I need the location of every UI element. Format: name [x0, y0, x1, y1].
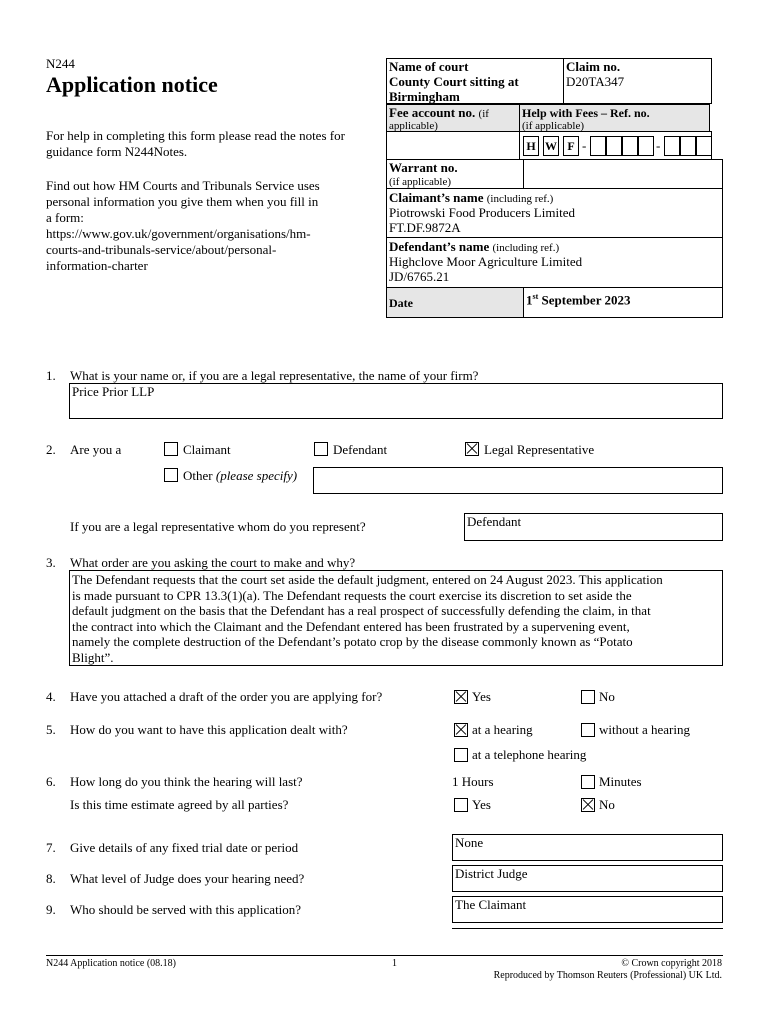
q9-number: 9.	[46, 902, 56, 917]
court-label: Name of court	[389, 59, 469, 74]
court-value[interactable]: County Court sitting at	[389, 74, 519, 89]
hours-value[interactable]: 1 Hours	[452, 774, 494, 789]
q6-number: 6.	[46, 774, 56, 789]
agreed-yes-label: Yes	[472, 797, 491, 812]
other-checkbox[interactable]	[164, 468, 178, 482]
defendant-checkbox[interactable]	[314, 442, 328, 456]
other-label: Other	[183, 468, 213, 483]
q8-answer-field[interactable]: District Judge	[452, 865, 723, 892]
claimant-name[interactable]: Piotrowski Food Producers Limited	[389, 205, 575, 220]
hwf-digit-input[interactable]	[664, 136, 680, 156]
other-option-label	[183, 468, 297, 484]
date-value[interactable]	[524, 290, 632, 307]
q7-answer-field[interactable]: None	[452, 834, 723, 861]
claimant-checkbox[interactable]	[164, 442, 178, 456]
q4-yes-checkbox[interactable]	[454, 690, 468, 704]
claimant-cell	[386, 188, 723, 238]
telephone-hearing-label: at a telephone hearing	[472, 747, 587, 762]
q4-no-checkbox[interactable]	[581, 690, 595, 704]
date-suffix: st	[532, 292, 539, 301]
q4-no-label: No	[599, 689, 615, 704]
q3-answer-line: Blight”.	[72, 649, 114, 665]
privacy-line: personal information you give them when you fill in	[46, 194, 319, 209]
q9-answer-field[interactable]: The Claimant	[452, 896, 723, 923]
q9-text: Who should be served with this application?	[70, 902, 302, 917]
q3-answer-line: The Defendant requests that the court set aside the default judgment, entered on 24 August 2023. This application	[72, 572, 663, 587]
hwf-ref-cell	[519, 131, 712, 160]
fee-account-input[interactable]	[386, 131, 520, 160]
footer-form-ref: N244 Application notice (08.18)	[46, 958, 176, 969]
q8-number: 8.	[46, 871, 56, 886]
hwf-letter: W	[543, 136, 559, 156]
q1-text: What is your name or, if you are a legal representative, the name of your firm?	[70, 368, 479, 383]
represent-answer-field[interactable]: Defendant	[464, 513, 723, 541]
q4-text: Have you attached a draft of the order you are applying for?	[70, 689, 383, 704]
defendant-name[interactable]: Highclove Moor Agriculture Limited	[389, 254, 583, 269]
footer-reproduced: Reproduced by Thomson Reuters (Professional) UK Ltd.	[493, 970, 722, 981]
q3-number: 3.	[46, 555, 56, 570]
at-hearing-label: at a hearing	[472, 722, 533, 737]
privacy-link[interactable]: https://www.gov.uk/government/organisations/hm-	[46, 226, 311, 241]
q2-text: Are you a	[70, 442, 122, 457]
hwf-dash: -	[582, 138, 587, 153]
hwf-letter: F	[563, 136, 579, 156]
q3-answer-line: namely the complete destruction of the Defendant’s potato crop by the disease commonly known as “Potato	[72, 634, 633, 649]
defendant-option-label: Defendant	[333, 442, 388, 457]
privacy-line: a form:	[46, 210, 84, 225]
fee-note: (if	[478, 108, 489, 120]
telephone-hearing-checkbox[interactable]	[454, 748, 468, 762]
footer-page-number: 1	[392, 958, 397, 969]
page-title: Application notice	[46, 72, 218, 97]
form-code: N244	[46, 56, 75, 71]
hwf-digit-input[interactable]	[696, 136, 712, 156]
legal-rep-option-label: Legal Representative	[484, 442, 595, 457]
q1-number: 1.	[46, 368, 56, 383]
q9-underline	[452, 928, 723, 929]
claim-label: Claim no.	[566, 59, 621, 74]
q3-answer-line: is made pursuant to CPR 13.3(1)(a). The Defendant requests the court exercise its discretion to set aside the	[72, 587, 632, 603]
fee-note: applicable)	[389, 120, 438, 132]
fee-label-cell	[386, 104, 520, 132]
q7-text: Give details of any fixed trial date or period	[70, 840, 299, 855]
q5-text: How do you want to have this application dealt with?	[70, 722, 348, 737]
footer-rule	[46, 955, 723, 956]
hwf-note: (if applicable)	[522, 120, 584, 132]
hwf-letter: H	[523, 136, 539, 156]
without-hearing-label: without a hearing	[599, 722, 690, 737]
footer-copyright: © Crown copyright 2018	[621, 958, 722, 969]
other-specify-field[interactable]	[313, 467, 723, 494]
date-value-cell[interactable]	[523, 287, 723, 318]
agreed-no-checkbox[interactable]	[581, 798, 595, 812]
without-hearing-checkbox[interactable]	[581, 723, 595, 737]
q2-number: 2.	[46, 442, 56, 457]
q4-number: 4.	[46, 689, 56, 704]
q3-answer-field[interactable]	[69, 570, 723, 666]
q6-agreed-text: Is this time estimate agreed by all parties?	[70, 797, 289, 812]
hwf-digit-input[interactable]	[622, 136, 638, 156]
at-hearing-checkbox[interactable]	[454, 723, 468, 737]
privacy-link[interactable]: information-charter	[46, 258, 148, 273]
claim-value[interactable]: D20TA347	[566, 74, 625, 89]
q3-answer-line: default judgment on the basis that the Defendant has a real prospect of successfully defending the claim, in that	[72, 603, 651, 618]
warrant-label-cell	[386, 159, 524, 189]
hwf-dash: -	[656, 138, 661, 153]
warrant-label: Warrant no.	[389, 160, 458, 175]
court-value[interactable]: Birmingham	[389, 89, 460, 104]
claimant-note: (including ref.)	[486, 193, 554, 205]
q7-number: 7.	[46, 840, 56, 855]
represent-question: If you are a legal representative whom do you represent?	[70, 519, 366, 534]
legal-rep-checkbox[interactable]	[465, 442, 479, 456]
q4-yes-label: Yes	[472, 689, 491, 704]
privacy-line: Find out how HM Courts and Tribunals Service uses	[46, 178, 320, 193]
date-rest: September 2023	[538, 292, 631, 308]
minutes-label: Minutes	[599, 774, 642, 789]
agreed-yes-checkbox[interactable]	[454, 798, 468, 812]
q3-answer-line: the contract into which the Claimant and the Defendant entered has been frustrated by a supervening event,	[72, 618, 630, 634]
privacy-text	[46, 178, 376, 274]
q3-text: What order are you asking the court to make and why?	[70, 555, 356, 570]
warrant-input[interactable]	[523, 159, 723, 189]
hwf-label: Help with Fees – Ref. no.	[522, 106, 650, 120]
minutes-checkbox[interactable]	[581, 775, 595, 789]
hwf-digit-input[interactable]	[638, 136, 654, 156]
warrant-note: (if applicable)	[389, 176, 451, 188]
other-note: (please specify)	[215, 468, 298, 483]
q6-text: How long do you think the hearing will last?	[70, 774, 303, 789]
defendant-label: Defendant’s name	[389, 239, 490, 254]
defendant-note: (including ref.)	[492, 242, 560, 254]
q5-number: 5.	[46, 722, 56, 737]
q8-text: What level of Judge does your hearing need?	[70, 871, 305, 886]
hwf-digit-input[interactable]	[590, 136, 606, 156]
help-text: For help in completing this form please read the notes for guidance form N244Notes.	[46, 128, 345, 159]
date-day: 1	[526, 292, 533, 308]
fee-label: Fee account no.	[389, 105, 476, 120]
defendant-cell	[386, 237, 723, 288]
claimant-ref[interactable]: FT.DF.9872A	[389, 220, 461, 235]
claimant-label: Claimant’s name	[389, 190, 484, 205]
claimant-option-label: Claimant	[183, 442, 231, 457]
hwf-digit-input[interactable]	[680, 136, 696, 156]
date-label-cell	[386, 287, 524, 318]
agreed-no-label: No	[599, 797, 615, 812]
q1-answer-field[interactable]: Price Prior LLP	[69, 383, 723, 419]
claim-no-cell	[563, 58, 712, 104]
date-label: Date	[389, 296, 413, 310]
hwf-label-cell	[519, 104, 710, 132]
defendant-ref[interactable]: JD/6765.21	[389, 269, 450, 284]
court-name-cell	[386, 58, 564, 104]
privacy-link[interactable]: courts-and-tribunals-service/about/personal-	[46, 242, 277, 257]
hwf-digit-input[interactable]	[606, 136, 622, 156]
